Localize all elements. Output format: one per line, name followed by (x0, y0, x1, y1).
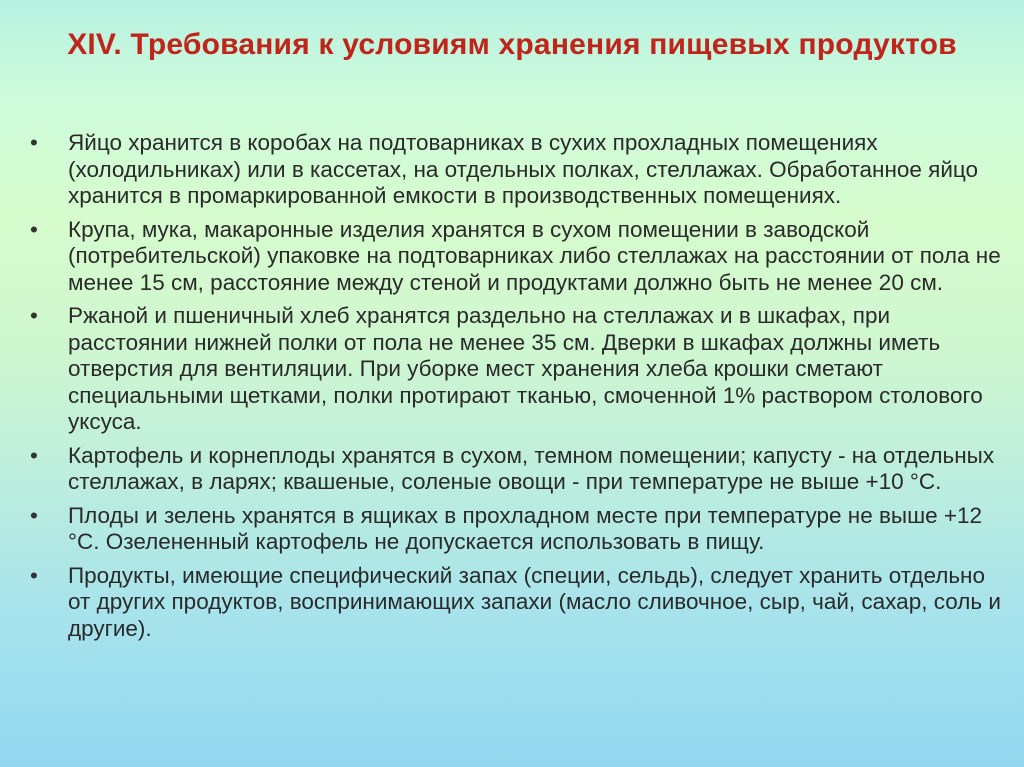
bullet-icon: • (30, 502, 38, 528)
bullet-icon: • (30, 562, 38, 588)
list-item (30, 503, 1005, 556)
bullet-list (30, 130, 1005, 649)
list-item-text: Картофель и корнеплоды хранятся в сухом, темном помещении; капусту - на отдельных стеллажах, в ларях; квашеные, соленые овощи - при температуре не выше +10 °С. (68, 442, 995, 494)
list-item-text: Яйцо хранится в коробах на подтоварниках в сухих прохладных помещениях (холодильниках) или в кассетах, на отдельных полках, стеллажах. Обработанное яйцо хранится в промаркированной емкости в производственных помещениях. (68, 130, 979, 208)
list-item-text: Крупа, мука, макаронные изделия хранятся в сухом помещении в заводской (потребительской) упаковке на подтоварниках либо стеллажах на расстоянии от пола не менее 15 см, расстояние между стеной и продуктами должно быть не менее 20 см. (68, 216, 1001, 295)
list-item-text: Ржаной и пшеничный хлеб хранятся раздельно на стеллажах и в шкафах, при расстоянии нижней полки от пола не менее 35 см. Дверки в шкафах должны иметь отверстия для вентиляции. При уборке мест хранения хлеба крошки сметают специальными щетками, полки протирают тканью, смоченной 1% раствором столового уксуса. (68, 303, 983, 434)
bullet-icon: • (30, 442, 38, 468)
list-item-text: Продукты, имеющие специфический запах (специи, сельдь), следует хранить отдельно от других продуктов, воспринимающих запахи (масло сливочное, сыр, чай, сахар, соль и другие). (68, 562, 1001, 641)
list-item (30, 130, 1005, 210)
list-item (30, 563, 1005, 643)
list-item (30, 443, 1005, 496)
slide-title: XIV. Требования к условиям хранения пищевых продуктов (67, 28, 957, 61)
bullet-icon: • (30, 130, 38, 155)
bullet-icon: • (30, 216, 38, 242)
list-item (30, 303, 1005, 436)
bullet-icon: • (30, 303, 38, 328)
list-item (30, 217, 1005, 297)
list-item-text: Плоды и зелень хранятся в ящиках в прохладном месте при температуре не выше +12 °С. Озелененный картофель не допускается использовать в пищу. (68, 502, 983, 554)
